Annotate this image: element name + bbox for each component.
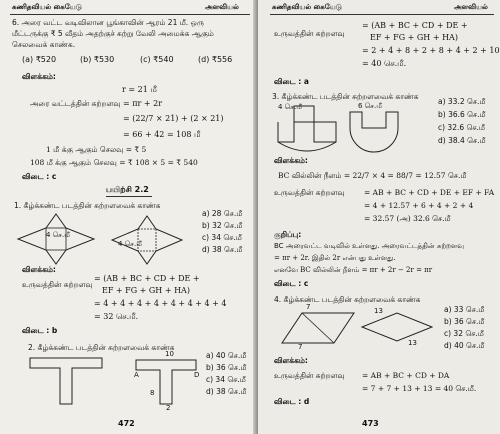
answer-q4: விடை : d [274,397,310,406]
q4-label-13b: 13 [408,339,417,347]
top-sum: = 2 + 4 + 8 + 2 + 8 + 4 + 2 + 10 [362,46,500,55]
exercise-underline [106,196,152,197]
q4-option-b: b) 36 செ.மீ [444,317,485,326]
q6-option-d: (d) ₹556 [198,55,233,64]
q3-sum: = 4 + 12.57 + 6 + 4 + 2 + 4 [364,201,474,210]
t-label-10: 10 [165,350,174,358]
left-page-number: 472 [118,419,135,428]
explanation-label-2: விளக்கம்: [22,265,56,274]
q6-option-c: (c) ₹540 [140,55,174,64]
right-page [258,0,500,434]
q4-option-a: a) 33 செ.மீ [444,305,485,314]
left-header-rule [10,14,250,15]
q2-option-a: a) 40 செ.மீ [206,351,247,360]
q6-option-b: (b) ₹530 [80,55,115,64]
q3-label-1: 4 செ.மீ [278,103,302,111]
top-formula-a: = (AB + BC + CD + DE + [362,21,468,30]
top-formula-b: EF + FG + GH + HA) [370,33,458,42]
t-label-2: 2 [166,404,171,412]
q4-sum: = 7 + 7 + 13 + 13 = 40 செ.மீ. [362,384,477,393]
perimeter-step3: = 66 + 42 = 108 மீ [123,130,201,139]
perimeter-step2: = (22/7 × 21) + (2 × 21) [123,114,224,123]
q6-option-a: (a) ₹520 [22,55,57,64]
answer-q6: விடை : c [22,172,57,181]
q4-figure-2 [360,307,434,344]
q4-figure-1 [280,310,356,346]
right-header-title: கணிதவியல் கையேடு [272,3,342,11]
q4-text: 4. கீழ்க்கண்ட படத்தின் சுற்றளவைக் காண்க [274,295,421,304]
answer-q3: விடை : c [274,279,309,288]
q2-option-b: b) 36 செ.மீ [206,363,247,372]
right-header-rule [270,14,494,15]
q4-label-7a: 7 [306,303,311,311]
q1-formula-a: = (AB + BC + CD + DE + [94,274,200,283]
right-header-section: அளவியல் [454,3,488,11]
q1-option-c: c) 34 செ.மீ [202,233,242,242]
q3-perimeter-label: உருவத்தின் சுற்றளவு [274,188,345,197]
q6-line1: 6. அரை வட்ட வடிவிலான பூங்காவின் ஆரம் 21 மீ. ஒரு [12,18,204,27]
perimeter-label: அரை வட்டத்தின் சுற்றளவு [30,99,121,108]
q4-option-c: c) 32 செ.மீ [444,329,484,338]
right-page-number: 473 [362,419,379,428]
q3-option-d: d) 38.4 செ.மீ [438,136,486,145]
answer-q2: விடை : a [274,77,309,86]
note-label: குறிப்பு: [274,230,302,239]
q4-label-13a: 13 [374,307,383,315]
q4-formula: = AB + BC + CD + DA [362,371,450,380]
q3-option-b: b) 36.6 செ.மீ [438,110,486,119]
q2-option-c: c) 34 செ.மீ [206,375,246,384]
q1-option-b: b) 32 செ.மீ [202,221,243,230]
left-header-title: கணிதவியல் கையேடு [12,3,82,11]
q3-result: = 32.57 (அ) 32.6 செ.மீ [364,214,451,223]
note-line3: எனவே BC வில்லின் நீளம் = πr + 2r − 2r = πr [274,266,433,274]
q3-formula: = AB + BC + CD + DE + EF + FA [364,188,495,197]
perimeter-formula: = πr + 2r [123,99,163,108]
top-result: = 40 செ.மீ. [362,59,407,68]
t-label-c: D [194,371,200,379]
t-label-a: A [134,371,139,379]
q1-option-d: d) 38 செ.மீ [202,245,243,254]
q4-label-7b: 7 [298,343,303,351]
q4-explanation-label: விளக்கம்: [274,356,308,365]
t-label-8: 8 [150,389,155,397]
q3-text: 3. கீழ்க்கண்ட படத்தின் சுற்றளவைக் காண்க [272,92,419,101]
exercise-title: பயிற்சி 2.2 [106,185,149,194]
q3-explanation-label: விளக்கம்: [274,156,308,165]
q1-star-label-2: 4 செ.மீ [118,240,142,248]
q3-option-a: a) 33.2 செ.மீ [438,97,486,106]
note-line2: = πr + 2r. இதில் 2r என்பது உள்ளது. [274,254,396,262]
q1-text: 1. கீழ்க்கண்ட படத்தின் சுற்றளவைக் காண்க [14,201,161,210]
q3-option-c: c) 32.6 செ.மீ [438,123,485,132]
radius-value: r = 21 மீ [122,85,157,94]
q3-figure-2 [344,104,404,160]
q2-t-figure-1 [28,356,104,406]
note-line1: BC அரைவட்ட வடிவில் உள்ளது. அரைவட்டத்தின் சுற்றளவு [274,242,464,250]
top-formula-label: உருவத்தின் சுற்றளவு [274,29,345,38]
q2-option-d: d) 38 செ.மீ [206,387,247,396]
q6-line3: செலவைக் காண்க. [12,40,76,49]
q3-arc-length: BC வில்லின் நீளம் = 22/7 × 4 = 88/7 = 12.57 செ.மீ [278,171,467,180]
explanation-label: விளக்கம்: [22,72,56,81]
q1-option-a: a) 28 செ.மீ [202,209,243,218]
q4-perimeter-label: உருவத்தின் சுற்றளவு [274,371,345,380]
left-header-section: அளவியல் [205,3,239,11]
answer-q1: விடை : b [22,326,58,335]
q1-star-label-1: 4 செ.மீ [46,231,70,239]
q1-result: = 32 செ.மீ. [94,312,139,321]
cost-total: 108 மீ க்கு ஆகும் செலவு = ₹ 108 × 5 = ₹ 540 [30,158,198,167]
q2-t-figure-2 [132,354,200,408]
q4-option-d: d) 40 செ.மீ [444,341,485,350]
q1-formula-label: உருவத்தின் சுற்றளவு [22,280,93,289]
cost-per-meter: 1 மீ க்கு ஆகும் செலவு = ₹ 5 [46,145,147,154]
q6-line2: மீட்டருக்கு ₹ 5 வீதம் அதற்குச் சுற்று வேலி அமைக்க ஆகும் [12,29,214,38]
q2-text: 2. கீழ்க்கண்ட படத்தின் சுற்றளவைக் காண்க [28,343,175,352]
q1-formula-b: EF + FG + GH + HA) [102,286,190,295]
q3-label-2: 6 செ.மீ [358,102,382,110]
q1-star-figure-1 [16,212,96,266]
q1-sum: = 4 + 4 + 4 + 4 + 4 + 4 + 4 + 4 [94,299,227,308]
